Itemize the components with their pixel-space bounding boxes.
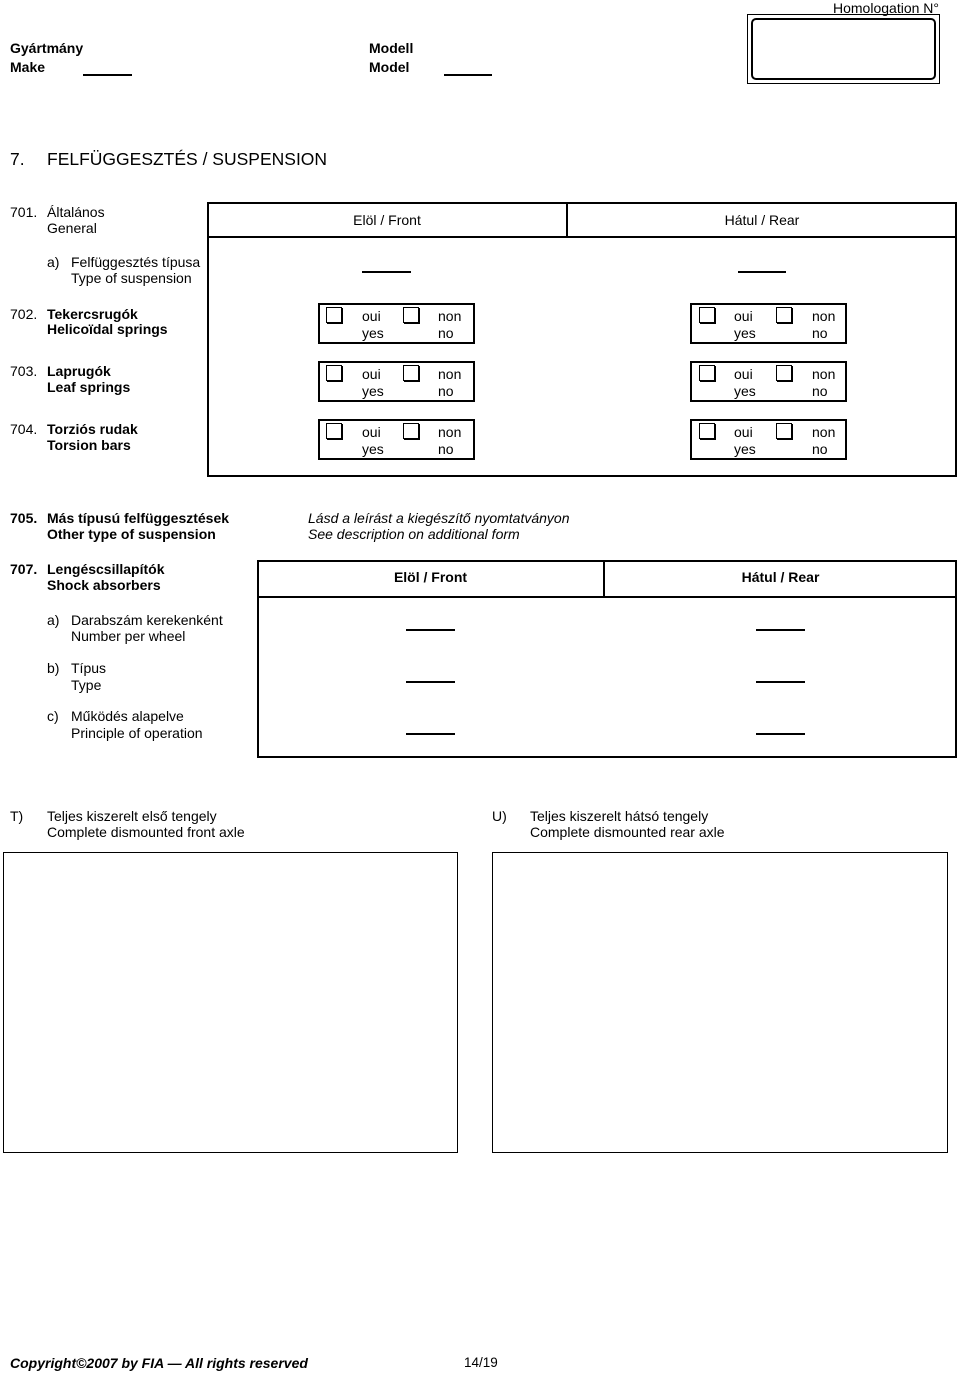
shock-absorbers-column-header-front: Elöl / Front xyxy=(393,569,468,585)
item-702-front-choice xyxy=(318,303,475,344)
item-703-rear-choice xyxy=(690,361,847,402)
shock-absorbers-table xyxy=(257,560,957,758)
no-label-en: no xyxy=(438,325,454,341)
item-703-rear-yes-checkbox[interactable] xyxy=(699,365,715,381)
yes-label-fr: oui xyxy=(362,308,381,324)
item-702-label-hu: Tekercsrugók xyxy=(47,306,138,322)
item-704-front-choice xyxy=(318,419,475,460)
item-702-rear-choice xyxy=(690,303,847,344)
shock-row-a-label-en: Number per wheel xyxy=(71,628,186,644)
item-704-number: 704. xyxy=(10,421,38,437)
item-704-front-no-checkbox[interactable] xyxy=(403,423,419,439)
item-705-label-en: Other type of suspension xyxy=(47,526,216,542)
suspension-type-letter: a) xyxy=(47,254,60,270)
suspension-type-front-field[interactable] xyxy=(362,271,411,273)
no-label-fr: non xyxy=(438,366,462,382)
no-label-fr: non xyxy=(812,424,836,440)
suspension-table-header-divider xyxy=(207,236,957,238)
item-703-front-yes-checkbox[interactable] xyxy=(326,365,342,381)
rear-axle-photo-letter: U) xyxy=(492,808,507,824)
suspension-type-label-hu: Felfüggesztés típusa xyxy=(71,254,201,270)
front-axle-photo-label-hu: Teljes kiszerelt első tengely xyxy=(47,808,217,824)
shock-type-front-field[interactable] xyxy=(406,681,455,683)
item-702-rear-no-checkbox[interactable] xyxy=(776,307,792,323)
item-702-number: 702. xyxy=(10,306,38,322)
footer-page-number: 14/19 xyxy=(464,1355,498,1370)
item-704-label-hu: Torziós rudak xyxy=(47,421,138,437)
no-label-fr: non xyxy=(812,366,836,382)
suspension-type-rear-field[interactable] xyxy=(738,271,786,273)
item-702-front-yes-checkbox[interactable] xyxy=(326,307,342,323)
yes-label-fr: oui xyxy=(734,366,753,382)
shock-principle-front-field[interactable] xyxy=(406,733,455,735)
yes-label-en: yes xyxy=(362,325,384,341)
section-title: FELFÜGGESZTÉS / SUSPENSION xyxy=(47,149,328,169)
item-705-note-hu: Lásd a leírást a kiegészítő nyomtatványon xyxy=(308,510,570,526)
shock-row-c-letter: c) xyxy=(47,708,59,724)
front-axle-photo-box xyxy=(3,852,458,1153)
model-label-en: Model xyxy=(369,59,410,75)
shock-absorbers-column-header-rear: Hátul / Rear xyxy=(741,569,820,585)
item-701-label-en: General xyxy=(47,220,97,236)
suspension-column-header-rear: Hátul / Rear xyxy=(724,212,800,228)
rear-axle-photo-label-en: Complete dismounted rear axle xyxy=(530,824,725,840)
item-702-label-en: Helicoïdal springs xyxy=(47,321,168,337)
item-703-rear-no-checkbox[interactable] xyxy=(776,365,792,381)
item-703-front-no-checkbox[interactable] xyxy=(403,365,419,381)
item-705-note-en: See description on additional form xyxy=(308,526,520,542)
front-axle-photo-label-en: Complete dismounted front axle xyxy=(47,824,245,840)
shock-count-rear-field[interactable] xyxy=(756,629,805,631)
yes-label-fr: oui xyxy=(362,366,381,382)
item-704-rear-choice xyxy=(690,419,847,460)
shock-principle-rear-field[interactable] xyxy=(756,733,805,735)
shock-row-a-letter: a) xyxy=(47,612,60,628)
yes-label-en: yes xyxy=(734,441,756,457)
no-label-en: no xyxy=(812,383,828,399)
item-703-front-choice xyxy=(318,361,475,402)
item-703-label-en: Leaf springs xyxy=(47,379,131,395)
item-702-front-no-checkbox[interactable] xyxy=(403,307,419,323)
shock-row-c-label-hu: Működés alapelve xyxy=(71,708,184,724)
shock-absorbers-header-divider xyxy=(257,596,957,598)
section-number: 7. xyxy=(10,149,25,169)
item-701-label-hu: Általános xyxy=(47,204,105,220)
suspension-column-header-front: Elöl / Front xyxy=(353,212,421,228)
no-label-en: no xyxy=(812,325,828,341)
no-label-en: no xyxy=(812,441,828,457)
item-704-rear-no-checkbox[interactable] xyxy=(776,423,792,439)
yes-label-en: yes xyxy=(362,383,384,399)
make-field[interactable] xyxy=(83,74,132,76)
model-label-hu: Modell xyxy=(369,40,414,56)
shock-row-b-label-en: Type xyxy=(71,677,102,693)
item-701-number: 701. xyxy=(10,204,38,220)
item-703-label-hu: Laprugók xyxy=(47,363,111,379)
no-label-en: no xyxy=(438,441,454,457)
rear-axle-photo-box xyxy=(492,852,948,1153)
no-label-en: no xyxy=(438,383,454,399)
make-label-hu: Gyártmány xyxy=(10,40,84,56)
rear-axle-photo-label-hu: Teljes kiszerelt hátsó tengely xyxy=(530,808,709,824)
make-label-en: Make xyxy=(10,59,46,75)
yes-label-en: yes xyxy=(734,325,756,341)
shock-count-front-field[interactable] xyxy=(406,629,455,631)
model-field[interactable] xyxy=(444,74,492,76)
item-703-number: 703. xyxy=(10,363,38,379)
yes-label-fr: oui xyxy=(734,424,753,440)
front-axle-photo-letter: T) xyxy=(10,808,24,824)
no-label-fr: non xyxy=(438,308,462,324)
item-707-label-en: Shock absorbers xyxy=(47,577,161,593)
item-705-number: 705. xyxy=(10,510,38,526)
item-704-label-en: Torsion bars xyxy=(47,437,131,453)
yes-label-fr: oui xyxy=(362,424,381,440)
yes-label-fr: oui xyxy=(734,308,753,324)
footer-copyright: Copyright©2007 by FIA — All rights reserved xyxy=(10,1355,308,1371)
yes-label-en: yes xyxy=(362,441,384,457)
item-704-front-yes-checkbox[interactable] xyxy=(326,423,342,439)
shock-row-b-label-hu: Típus xyxy=(71,660,107,676)
homologation-number-frame xyxy=(751,18,936,80)
shock-row-a-label-hu: Darabszám kerekenként xyxy=(71,612,223,628)
shock-row-b-letter: b) xyxy=(47,660,60,676)
homologation-number-box[interactable] xyxy=(747,14,940,84)
item-702-rear-yes-checkbox[interactable] xyxy=(699,307,715,323)
yes-label-en: yes xyxy=(734,383,756,399)
item-704-rear-yes-checkbox[interactable] xyxy=(699,423,715,439)
no-label-fr: non xyxy=(438,424,462,440)
item-705-label-hu: Más típusú felfüggesztések xyxy=(47,510,230,526)
shock-row-c-label-en: Principle of operation xyxy=(71,725,203,741)
no-label-fr: non xyxy=(812,308,836,324)
suspension-type-label-en: Type of suspension xyxy=(71,270,192,286)
item-707-label-hu: Lengéscsillapítók xyxy=(47,561,165,577)
homologation-number-label: Homologation N° xyxy=(833,0,939,16)
shock-type-rear-field[interactable] xyxy=(756,681,805,683)
item-707-number: 707. xyxy=(10,561,38,577)
